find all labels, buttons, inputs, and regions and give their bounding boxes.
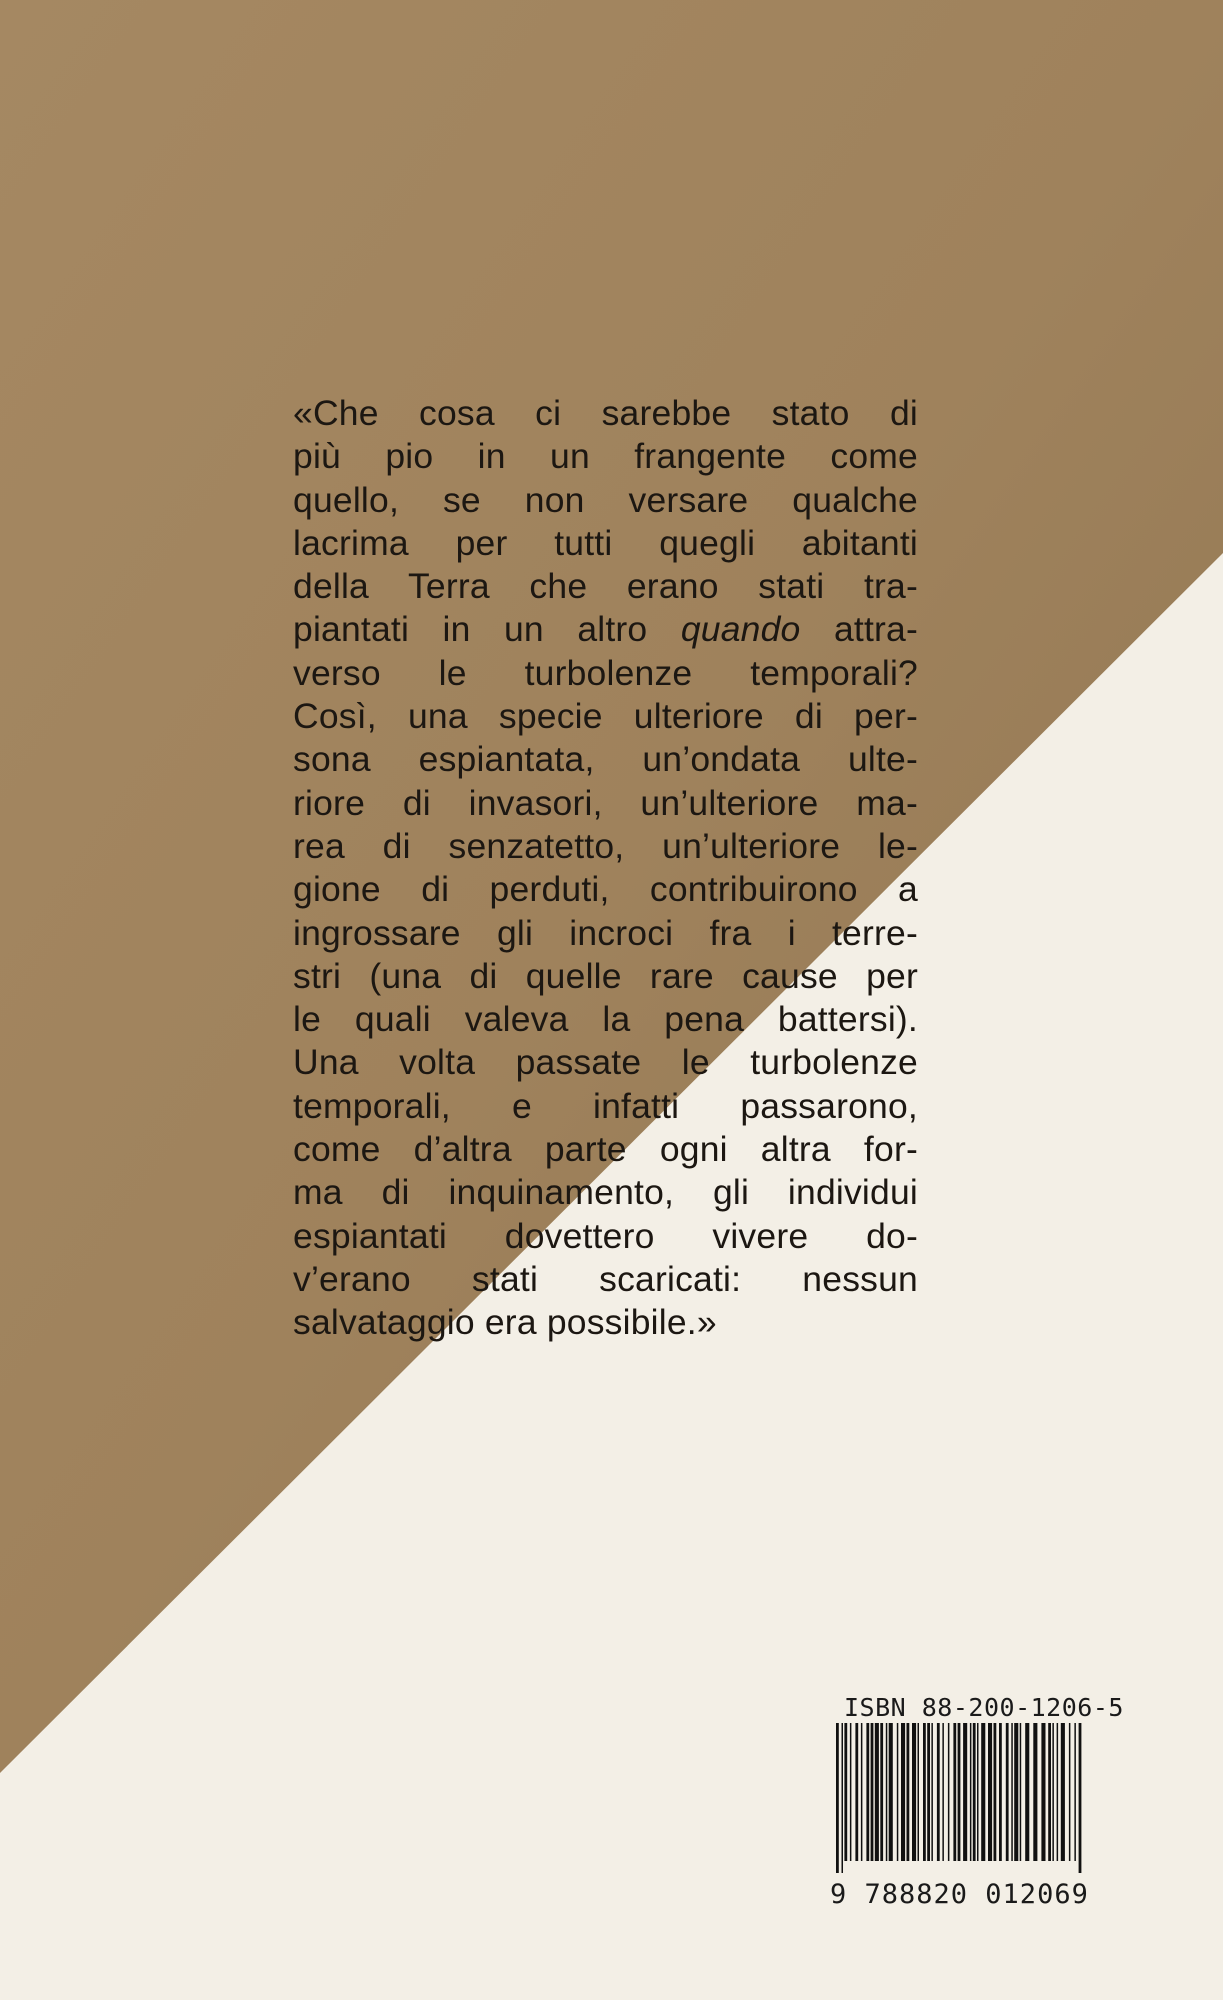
quote-line	[293, 912, 918, 955]
quote-line	[293, 1041, 918, 1084]
quote-text: attra-	[800, 609, 918, 650]
barcode-bar	[1069, 1723, 1071, 1861]
barcode-bar	[1057, 1723, 1059, 1861]
barcode-bar	[981, 1723, 985, 1861]
quote-text: sona espiantata, un’ondata ulte-	[293, 739, 918, 780]
barcode-bar	[907, 1723, 910, 1861]
barcode-bar	[923, 1723, 926, 1861]
quote-text: stri (una di quelle rare cause per	[293, 955, 918, 996]
barcode-bar	[937, 1723, 940, 1861]
quote-line	[293, 1301, 918, 1344]
barcode-bar	[1061, 1723, 1065, 1861]
barcode-bar	[1011, 1723, 1013, 1861]
quote-text: le quali valeva la pena battersi).	[293, 999, 918, 1040]
barcode-bar	[844, 1723, 847, 1861]
barcode-bar	[842, 1723, 844, 1873]
barcode-bar	[886, 1723, 888, 1861]
quote-line	[293, 1171, 918, 1214]
quote-text: della Terra che erano stati tra-	[293, 566, 918, 607]
quote-line	[293, 998, 918, 1041]
barcode-bar	[866, 1723, 869, 1861]
quote-line	[293, 522, 918, 565]
barcode-bar	[931, 1723, 933, 1861]
barcode-bar	[970, 1723, 972, 1861]
quote-text: rea di senzatetto, un’ulteriore le-	[293, 825, 918, 866]
quote-line	[293, 1128, 918, 1171]
barcode-bar	[918, 1723, 920, 1861]
barcode-bar	[897, 1723, 899, 1861]
quote-italic-word: quando	[680, 609, 801, 650]
barcode-bar	[855, 1723, 858, 1861]
quote-text: verso le turbolenze temporali?	[293, 652, 918, 693]
barcode-bar	[958, 1723, 961, 1861]
quote-line	[293, 392, 918, 435]
barcode-bar	[1025, 1723, 1029, 1861]
quote-text: come d’altra parte ogni altra for-	[293, 1129, 918, 1170]
barcode-bar	[1052, 1723, 1054, 1861]
quote-text: riore di invasori, un’ulteriore ma-	[293, 782, 918, 823]
quote-line	[293, 1085, 918, 1128]
barcode-bar	[901, 1723, 905, 1861]
barcode-bar	[948, 1723, 950, 1861]
barcode-bar	[1020, 1723, 1022, 1861]
quote-text: più pio in un frangente come	[293, 436, 918, 477]
barcode-bar	[1041, 1723, 1045, 1861]
quote-text: ma di inquinamento, gli individui	[293, 1172, 918, 1213]
quote-line	[293, 565, 918, 608]
quote-text: ingrossare gli incroci fra i terre-	[293, 912, 918, 953]
quote-text: «Che cosa ci sarebbe stato di	[293, 393, 918, 433]
barcode-bar	[953, 1723, 956, 1861]
barcode-bar	[973, 1723, 976, 1861]
quote-line	[293, 695, 918, 738]
barcode-bar	[1079, 1723, 1082, 1873]
quote-text: v’erano stati scaricati: nessun	[293, 1258, 918, 1299]
barcode-bar	[1048, 1723, 1051, 1861]
quote-text: piantati in un altro	[293, 609, 681, 650]
quote-text: lacrima per tutti quegli abitanti	[293, 522, 918, 563]
quote-line	[293, 782, 918, 825]
quote-text: Una volta passate le turbolenze	[293, 1042, 918, 1083]
quote-line	[293, 825, 918, 868]
barcode-bar	[927, 1723, 930, 1861]
quote-text: salvataggio era possibile.»	[293, 1302, 717, 1343]
quote-line	[293, 955, 918, 998]
quote-line	[293, 1215, 918, 1258]
barcode-bar	[942, 1723, 944, 1861]
barcode-bar	[994, 1723, 997, 1861]
barcode-bar	[875, 1723, 879, 1861]
quote-text: Così, una specie ulteriore di per-	[293, 696, 918, 737]
barcode-bar	[1014, 1723, 1018, 1861]
quote-line	[293, 738, 918, 781]
back-cover-quote	[293, 392, 918, 1345]
barcode-bar	[871, 1723, 874, 1861]
quote-line	[293, 868, 918, 911]
isbn-label: ISBN 88-200-1206-5	[844, 1693, 1124, 1722]
barcode-bar	[889, 1723, 893, 1861]
barcode	[830, 1723, 1090, 1873]
barcode-bar	[912, 1723, 916, 1861]
barcode-bar	[977, 1723, 979, 1861]
quote-text: gione di perduti, contribuirono a	[293, 869, 918, 910]
quote-line	[293, 479, 918, 522]
quote-text: quello, se non versare qualche	[293, 479, 918, 520]
quote-text: temporali, e infatti passarono,	[293, 1085, 918, 1126]
barcode-bar	[850, 1723, 852, 1861]
barcode-bar	[988, 1723, 992, 1861]
quote-line	[293, 435, 918, 478]
quote-line	[293, 1258, 918, 1301]
barcode-bar	[1033, 1723, 1037, 1861]
barcode-bar	[1074, 1723, 1076, 1861]
barcode-bar	[861, 1723, 863, 1861]
barcode-bar	[836, 1723, 839, 1873]
quote-text: espiantati dovettero vivere do-	[293, 1215, 918, 1256]
barcode-bar	[963, 1723, 967, 1861]
barcode-digits: 9 788820 012069	[830, 1879, 1089, 1910]
quote-line	[293, 608, 918, 651]
barcode-bar	[1006, 1723, 1009, 1861]
barcode-bar	[999, 1723, 1002, 1861]
barcode-bar	[880, 1723, 883, 1861]
quote-line	[293, 652, 918, 695]
